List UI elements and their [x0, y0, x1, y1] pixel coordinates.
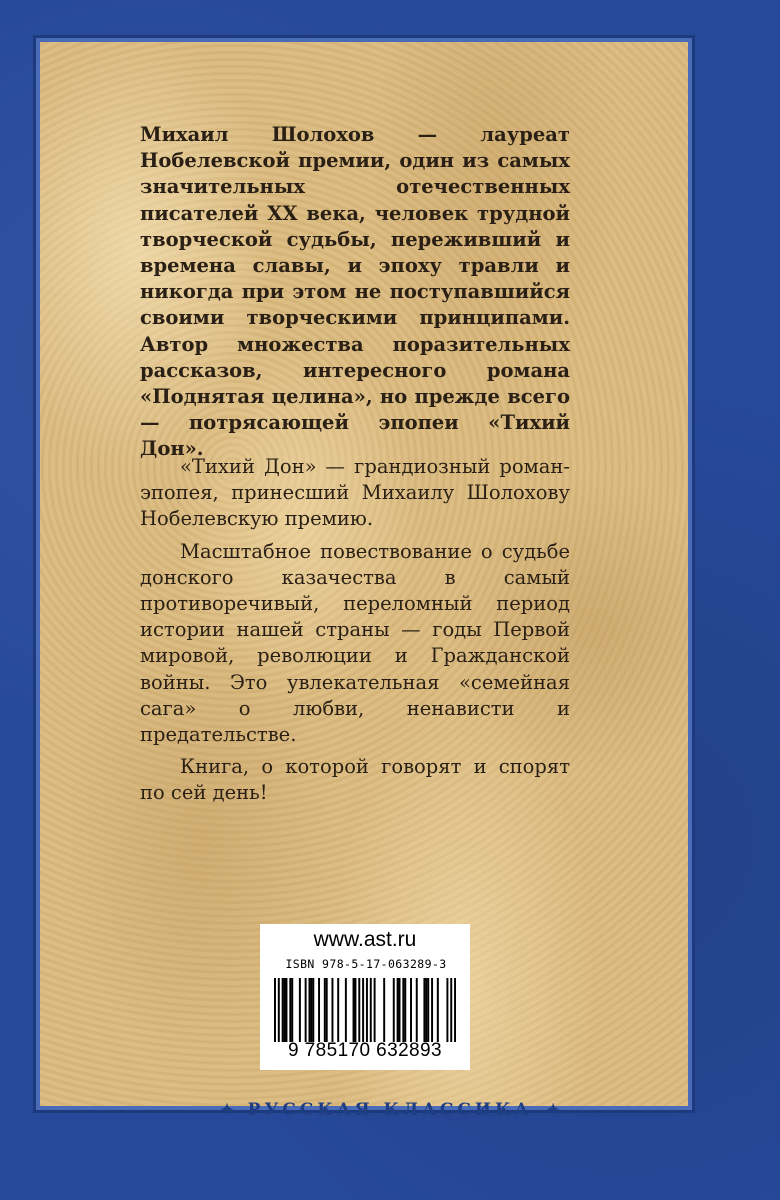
series-title: РУССКАЯ КЛАССИКА: [247, 1100, 533, 1120]
barcode-bar: [299, 978, 301, 1042]
barcode-bar: [425, 978, 427, 1042]
publisher-url: www.ast.ru: [313, 928, 417, 951]
barcode-image: [274, 978, 456, 1042]
barcode-bar: [397, 978, 399, 1042]
barcode-bar: [345, 978, 347, 1042]
barcode-bar: [399, 978, 401, 1042]
series-title-line: [0, 1100, 780, 1120]
barcode-bar: [362, 978, 364, 1042]
barcode-bar: [285, 978, 287, 1042]
book-description: [140, 454, 570, 813]
author-summary-paragraph: Михаил Шолохов — лауреат Нобелевской премии, один из самых значительных отечественных писателей XX века, человек трудной творческой судьбы, переживший и времена славы, и эпоху травли и никогда при этом не поступавшийся своими творческими принципами. Автор множества поразительных рассказов, интересного романа «Поднятая целина», но прежде всего — потрясающей эпопеи «Тихий Дон».: [140, 123, 570, 461]
barcode-bar: [410, 978, 412, 1042]
barcode-bar: [450, 978, 452, 1042]
barcode-bar: [404, 978, 406, 1042]
barcode-bar: [416, 978, 418, 1042]
barcode-bar: [366, 978, 368, 1042]
barcode-bar: [454, 978, 456, 1042]
barcode-bar: [289, 978, 291, 1042]
barcode-bar: [437, 978, 439, 1042]
barcode-bar: [354, 978, 356, 1042]
barcode-bar: [282, 978, 284, 1042]
barcode-bar: [284, 978, 286, 1042]
barcode-bar: [305, 978, 307, 1042]
barcode-bar: [446, 978, 448, 1042]
barcode-bar: [353, 978, 355, 1042]
barcode-bar: [331, 978, 333, 1042]
barcode-bar: [383, 978, 385, 1042]
barcode-bar: [326, 978, 328, 1042]
barcode-bar: [431, 978, 433, 1042]
isbn-label: ISBN 978-5-17-063289-3: [285, 957, 447, 971]
barcode-bar: [358, 978, 360, 1042]
barcode-bar: [312, 978, 314, 1042]
barcode-bar: [374, 978, 376, 1042]
barcode-bar: [310, 978, 312, 1042]
description-paragraph-3: Книга, о которой говорят и спорят по сей день!: [140, 755, 570, 805]
ornament-left-icon: ✦: [220, 1100, 234, 1119]
description-paragraph-1: «Тихий Дон» — грандиозный роман-эпопея, принесший Михаилу Шолохову Нобелевскую премию.: [140, 455, 570, 531]
barcode-bar: [337, 978, 339, 1042]
barcode-bar: [291, 978, 293, 1042]
barcode-bar: [318, 978, 320, 1042]
barcode-bar: [370, 978, 372, 1042]
barcode-bar: [402, 978, 404, 1042]
barcode-bar: [423, 978, 425, 1042]
barcode-bar: [274, 978, 276, 1042]
barcode-bar: [393, 978, 395, 1042]
barcode-bar: [308, 978, 310, 1042]
barcode-number: 9 785170 632893: [288, 1040, 442, 1061]
description-paragraph-2: Масштабное повествование о судьбе донского казачества в самый противоречивый, переломный период истории нашей страны — годы Первой мировой, революции и Гражданской войны. Это увлекательная «семейная сага» о любви, ненависти и предательстве.: [140, 539, 570, 747]
barcode-bar: [427, 978, 429, 1042]
barcode-bar: [278, 978, 280, 1042]
barcode-panel: [260, 924, 470, 1070]
barcode-bar: [324, 978, 326, 1042]
ornament-right-icon: ✦: [546, 1100, 560, 1119]
